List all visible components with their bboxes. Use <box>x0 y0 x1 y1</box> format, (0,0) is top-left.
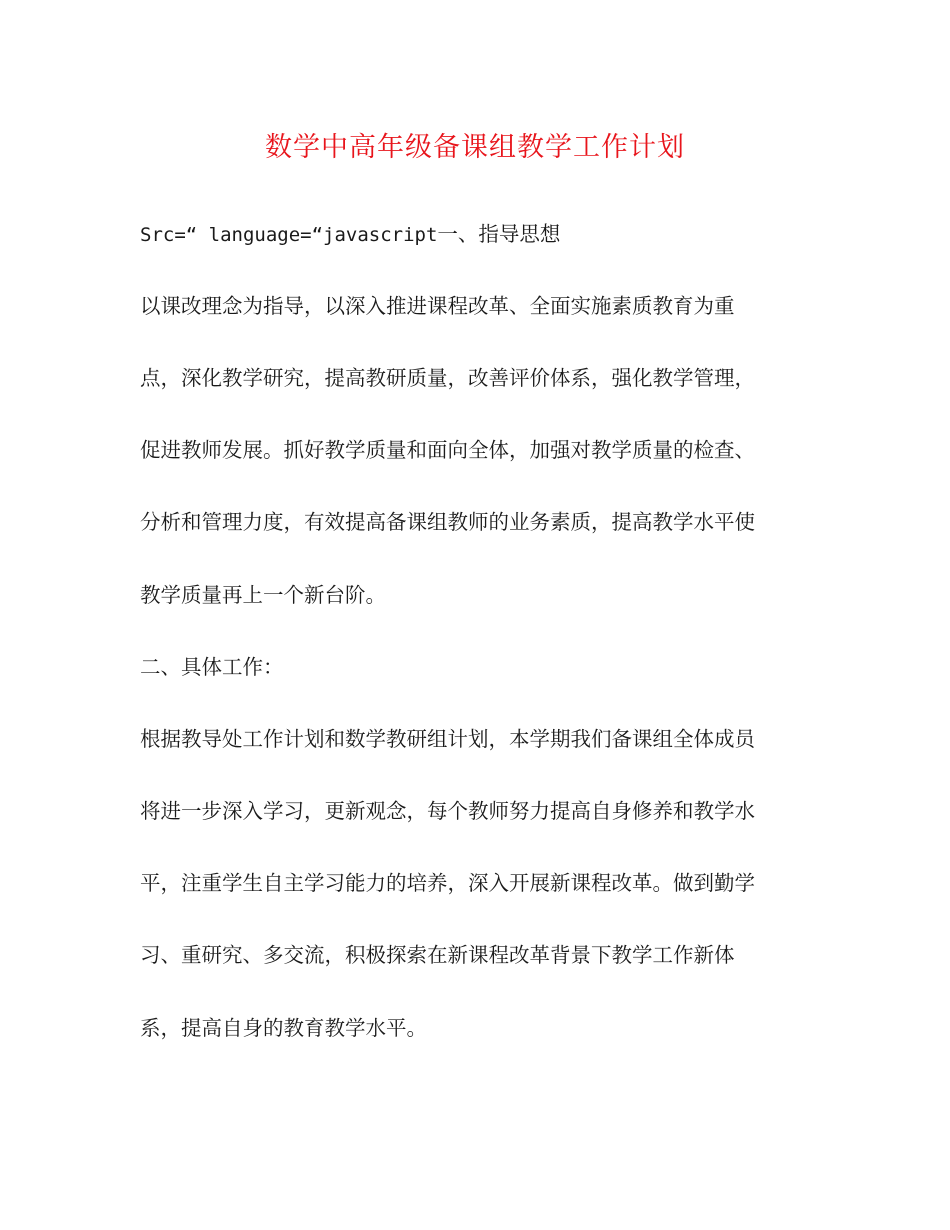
paragraph-line: 教学质量再上一个新台阶。 <box>140 583 386 607</box>
paragraph-line: 系，提高自身的教育教学水平。 <box>140 1016 427 1040</box>
paragraph-line: 点，深化教学研究，提高教研质量，改善评价体系，强化教学管理， <box>140 366 755 390</box>
section-heading: 二、具体工作： <box>140 655 284 679</box>
document-title: 数学中高年级备课组教学工作计划 <box>265 132 685 163</box>
paragraph-line: 根据教导处工作计划和数学教研组计划，本学期我们备课组全体成员 <box>140 727 755 751</box>
paragraph-line: 促进教师发展。抓好教学质量和面向全体，加强对教学质量的检查、 <box>140 438 755 462</box>
paragraph-line: 平，注重学生自主学习能力的培养，深入开展新课程改革。做到勤学 <box>140 871 755 895</box>
section-heading: 一、指导思想 <box>437 222 561 246</box>
paragraph-line: 以课改理念为指导，以深入推进课程改革、全面实施素质教育为重 <box>140 294 735 318</box>
paragraph-line <box>140 219 820 250</box>
code-fragment: Src=“ language=“javascript <box>140 224 438 246</box>
paragraph-line: 习、重研究、多交流，积极探索在新课程改革背景下教学工作新体 <box>140 943 735 967</box>
paragraph-line: 将进一步深入学习，更新观念，每个教师努力提高自身修养和教学水 <box>140 799 755 823</box>
paragraph-line: 分析和管理力度，有效提高备课组教师的业务素质，提高教学水平使 <box>140 510 755 534</box>
